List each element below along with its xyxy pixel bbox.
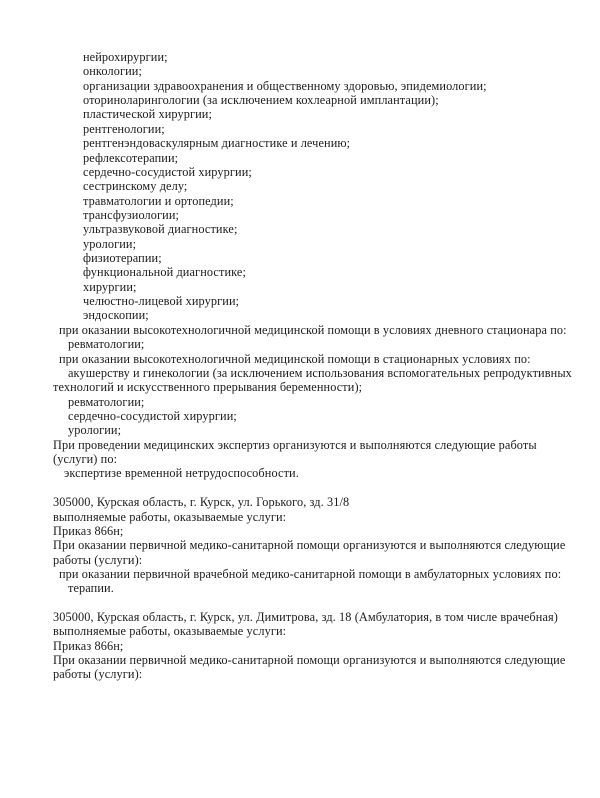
text-line: работы (услуги): <box>53 667 143 682</box>
text-line: работы (услуги): <box>53 552 143 567</box>
text-line: сестринскому делу; <box>83 179 188 194</box>
text-line: сердечно-сосудистой хирургии; <box>68 408 237 423</box>
text-line: физиотерапии; <box>83 251 162 266</box>
text-line: При оказании первичной медико-санитарной помощи организуются и выполняются следующие <box>53 538 566 553</box>
text-line: выполняемые работы, оказываемые услуги: <box>53 624 287 639</box>
text-line: терапии. <box>68 581 114 596</box>
text-line: эндоскопии; <box>83 308 149 323</box>
text-line: 305000, Курская область, г. Курск, ул. Горького, зд. 31/8 <box>53 495 350 510</box>
text-line: ревматологии; <box>68 394 145 409</box>
text-line: нейрохирургии; <box>83 50 168 64</box>
text-line: рентгенэндоваскулярным диагностике и лечению; <box>83 136 351 151</box>
blank-line <box>53 596 553 610</box>
text-line: Приказ 866н; <box>53 523 124 538</box>
text-line: урологии; <box>83 236 137 251</box>
text-line: челюстно-лицевой хирургии; <box>83 294 240 309</box>
text-line: рентгенологии; <box>83 121 165 136</box>
blank-line <box>53 481 553 495</box>
text-line: онкологии; <box>83 64 142 79</box>
text-line: при оказании высокотехнологичной медицинской помощи в условиях дневного стационара по: <box>59 322 567 337</box>
text-line: организации здравоохранения и общественному здоровью, эпидемиологии; <box>83 78 487 93</box>
text-block <box>53 50 572 682</box>
text-line: сердечно-сосудистой хирургии; <box>83 164 252 179</box>
text-line: оториноларингологии (за исключением кохлеарной имплантации); <box>83 93 439 108</box>
text-line: При проведении медицинских экспертиз организуются и выполняются следующие работы <box>53 437 537 452</box>
text-line: Приказ 866н; <box>53 638 124 653</box>
text-line: пластической хирургии; <box>83 107 212 122</box>
text-line: акушерству и гинекологии (за исключением использования вспомогательных репродуктивных <box>68 365 572 380</box>
text-line: (услуги) по: <box>53 452 118 467</box>
text-line: урологии; <box>68 423 122 438</box>
text-line: хирургии; <box>83 279 137 294</box>
text-line: при оказании высокотехнологичной медицинской помощи в стационарных условиях по: <box>59 351 531 366</box>
text-line: рефлексотерапии; <box>83 150 179 165</box>
text-line: При оказании первичной медико-санитарной помощи организуются и выполняются следующие <box>53 653 566 668</box>
text-line: при оказании первичной врачебной медико-санитарной помощи в амбулаторных условиях по: <box>59 566 562 581</box>
text-line: ревматологии; <box>68 337 145 352</box>
text-line: функциональной диагностике; <box>83 265 246 280</box>
text-line: экспертизе временной нетрудоспособности. <box>64 466 299 481</box>
text-line: травматологии и ортопедии; <box>83 193 234 208</box>
text-line: 305000, Курская область, г. Курск, ул. Димитрова, зд. 18 (Амбулатория, в том числе врачебная) <box>53 610 558 625</box>
text-line: выполняемые работы, оказываемые услуги: <box>53 509 287 524</box>
text-line: технологий и искусственного прерывания беременности); <box>53 380 363 395</box>
text-line: ультразвуковой диагностике; <box>83 222 238 237</box>
text-line: трансфузиологии; <box>83 207 180 222</box>
